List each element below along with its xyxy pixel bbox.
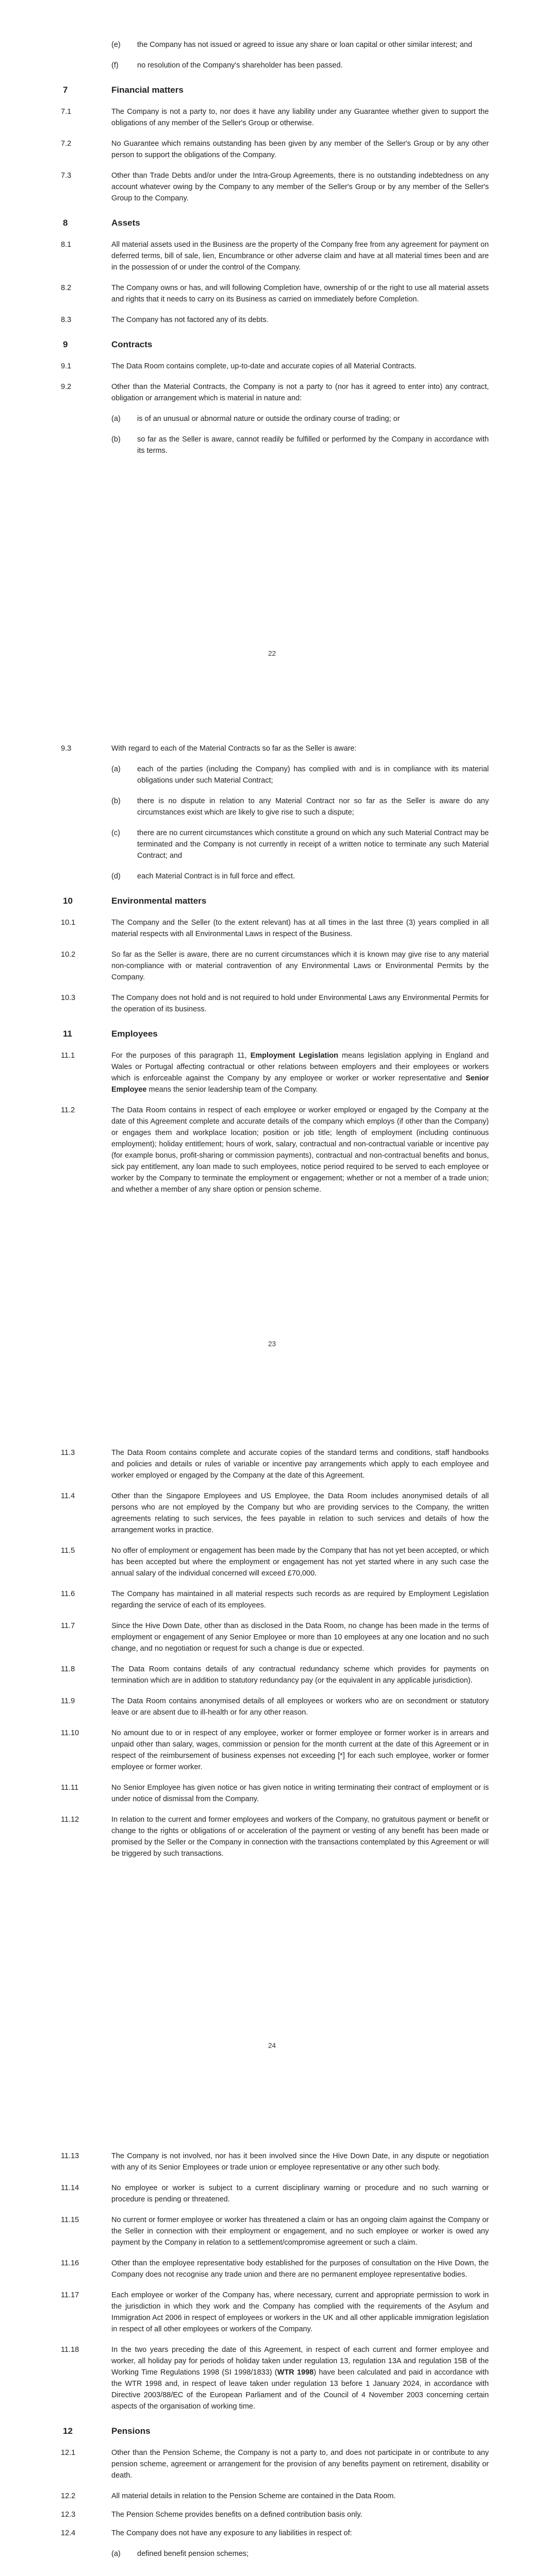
- clause-text: The Company has maintained in all material respects such records as are required by Employment Legislation regarding the service of each of its employees.: [111, 1590, 489, 1609]
- clause-number: 10.2: [61, 951, 76, 959]
- sub-letter: (a): [111, 2550, 121, 2558]
- section-heading-employees: [61, 1028, 489, 1040]
- clause-number: 7.2: [61, 140, 72, 148]
- clause-text: No employee or worker is subject to a current disciplinary warning or procedure and no such warning or procedure is pending or threatened.: [111, 2184, 489, 2204]
- sub-clause-d: [61, 871, 489, 882]
- clause-text: The Data Room contains complete and accurate copies of the standard terms and conditions, staff handbooks and policies and details or rules of variable or incentive pay arrangements which apply to each employee and worker employed or engaged by the Company at the date of this Agreement.: [111, 1449, 489, 1480]
- sub-clause-e: [61, 39, 489, 50]
- clause-11-18: [61, 2344, 489, 2412]
- section-title: Employees: [111, 1029, 158, 1039]
- sub-text: so far as the Seller is aware, cannot readily be fulfilled or performed by the Company in accordance with its terms.: [137, 435, 489, 455]
- clause-number: 8.1: [61, 241, 72, 249]
- clause-number: 11.3: [61, 1449, 75, 1457]
- page-body: [61, 39, 489, 466]
- document-page-22: [0, 0, 544, 689]
- clause-text: The Data Room contains details of any contractual redundancy scheme which provides for payments on termination which are in addition to statutory redundancy pay (or the equivalent in any applicable jurisdiction).: [111, 1665, 489, 1685]
- clause-text: Other than Trade Debts and/or under the Intra-Group Agreements, there is no outstanding indebtedness on any account whatever owing by the Company to any member of the Seller's Group or by any member of the Seller's Group to the Company.: [111, 172, 489, 202]
- page-body: [61, 743, 489, 1205]
- clause-number: 9.3: [61, 744, 72, 753]
- clause-8-3: [61, 314, 489, 326]
- clause-number: 11.1: [61, 1052, 75, 1060]
- clause-number: 11.4: [61, 1492, 75, 1500]
- clause-12-4: [61, 2528, 489, 2539]
- clause-number: 11.10: [61, 1729, 79, 1737]
- clause-11-15: [61, 2214, 489, 2248]
- clause-text: The Data Room contains in respect of each employee or worker employed or engaged by the Company at the date of this Agreement complete and accurate details of the company which employs (if other than the Company) or engages them and workplace location; position or job title; length of employment (including continuous employment); holiday entitlement; hours of work, salary, contractual and non-contractual variable or incentive pay (for example bonus, profit-sharing or commission payments), contractual and non-contractual benefits and bonus, sick pay entitlement, any loan made to such employees, notice period required to be served to each employee or worker by the Company to terminate the employment or engagement; whether or not a member of a trade union; and whether a member of any share option or pension scheme.: [111, 1106, 489, 1194]
- sub-letter: (f): [111, 61, 119, 70]
- section-title: Assets: [111, 218, 140, 228]
- clause-number: 11.7: [61, 1622, 75, 1630]
- clause-11-2: [61, 1105, 489, 1195]
- section-title: Contracts: [111, 340, 153, 349]
- clause-text: Since the Hive Down Date, other than as disclosed in the Data Room, no change has been made in the terms of employment or engagement of any Senior Employee or more than 10 employees at any one location and no such change, and no negotiation or request for such a change is due or expected.: [111, 1622, 489, 1653]
- clause-number: 11.13: [61, 2152, 79, 2160]
- clause-number: 10.3: [61, 994, 76, 1002]
- clause-10-2: [61, 949, 489, 983]
- clause-number: 12.3: [61, 2511, 76, 2519]
- clause-number: 8.3: [61, 316, 72, 324]
- clause-text: The Company has not factored any of its debts.: [111, 316, 269, 324]
- sub-clause-b: [61, 434, 489, 456]
- section-heading-financial-matters: [61, 84, 489, 96]
- clause-text: No current or former employee or worker has threatened a claim or has an ongoing claim against the Company or the Seller in connection with their employment or engagement, and no such employee or worker is owed any payment by the Company in relation to a settlement/compromise agreement or such a claim.: [111, 2216, 489, 2247]
- clause-text: Other than the employee representative body established for the purposes of consultation on the Hive Down, the Company does not recognise any trade union and there are no permanent employee representative bodies.: [111, 2259, 489, 2279]
- sub-text: is of an unusual or abnormal nature or outside the ordinary course of trading; or: [137, 415, 400, 423]
- clause-text: So far as the Seller is aware, there are no current circumstances which it is known may give rise to any material non-compliance with or material contravention of any Environmental Laws or Environmental Permits by the Company.: [111, 951, 489, 981]
- clause-text: No Senior Employee has given notice or has given notice in writing terminating their contract of employment or is under notice of dismissal from the Company.: [111, 1784, 489, 1803]
- sub-clause-a: [61, 764, 489, 786]
- section-number: 12: [63, 2426, 73, 2436]
- sub-clause-a: [61, 2548, 489, 2560]
- section-title: Environmental matters: [111, 896, 207, 906]
- clause-text: All material assets used in the Business are the property of the Company free from any agreement for payment on deferred terms, bill of sale, lien, Encumbrance or other adverse claim and have at all material times been and are in the possession of or under the control of the Company.: [111, 241, 489, 272]
- clause-text: The Company is not a party to, nor does it have any liability under any Guarantee whether given to support the obligations of any member of the Seller's Group or otherwise.: [111, 108, 489, 127]
- clause-text: The Company is not involved, nor has it been involved since the Hive Down Date, in any dispute or negotiation with any of its Senior Employees or trade union or employee representative or any other such body.: [111, 2152, 489, 2172]
- clause-text-part: means legislation applying in England and Wales or Portugal affecting contractual or other relations between employers and their employees or workers which is enforceable against the Company by any employee or worker or worker representative and: [111, 1052, 489, 1082]
- clause-text: No amount due to or in respect of any employee, worker or former employee or former worker is in arrears and unpaid other than salary, wages, commission or pension for the month current at the date of this Agreement or in respect of the reimbursement of business expenses not exceeding [*] for each such employee, worker or former employee or former worker.: [111, 1729, 489, 1771]
- defined-term-senior-employee: Senior Employee: [111, 1074, 489, 1094]
- clause-text-part: ) have been calculated and paid in accordance with the WTR 1998 and, in respect of leave taken under regulation 13 before 1 January 2024, in accordance with Directive 2003/88/EC of the European Parliament and of the Council of 4 November 2003 concerning certain aspects of the organisation of working time.: [111, 2368, 489, 2411]
- clause-11-5: [61, 1545, 489, 1579]
- clause-11-8: [61, 1664, 489, 1686]
- document-page-23: [0, 689, 544, 1393]
- clause-text: The Data Room contains complete, up-to-date and accurate copies of all Material Contracts.: [111, 362, 417, 370]
- clause-text: [111, 1050, 489, 1095]
- clause-number: 11.18: [61, 2346, 79, 2354]
- clause-text: Other than the Singapore Employees and US Employee, the Data Room includes anonymised details of all persons who are not employed by the Company but who are providing services to the Company, the written agreements relating to such services, the fees payable in relation to such services and details of how the arrangement works in practice.: [111, 1492, 489, 1534]
- clause-number: 12.2: [61, 2492, 76, 2500]
- clause-text: The Pension Scheme provides benefits on a defined contribution basis only.: [111, 2511, 362, 2519]
- sub-letter: (a): [111, 765, 121, 773]
- sub-letter: (d): [111, 872, 121, 880]
- clause-9-3: [61, 743, 489, 754]
- clause-11-6: [61, 1588, 489, 1611]
- clause-number: 12.1: [61, 2449, 76, 2457]
- sub-clause-b: [61, 795, 489, 818]
- clause-number: 9.2: [61, 383, 72, 391]
- clause-text: Other than the Material Contracts, the Company is not a party to (nor has it agreed to enter into) any contract, obligation or arrangement which is material in nature and:: [111, 383, 489, 402]
- section-number: 9: [63, 340, 68, 349]
- clause-text: No Guarantee which remains outstanding has been given by any member of the Seller's Group or by any other person to support the obligations of the Company.: [111, 140, 489, 159]
- clause-text: In relation to the current and former employees and workers of the Company, no gratuitous payment or benefit or change to the rights or obligations of or acceleration of the payment or vesting of any benefit has been made or promised by the Seller or the Company in connection with the transactions contemplated by this Agreement or will be triggered by such transactions.: [111, 1816, 489, 1858]
- clause-number: 12.4: [61, 2529, 76, 2537]
- page-body: [61, 1447, 489, 1869]
- clause-7-2: [61, 138, 489, 161]
- sub-text: there are no current circumstances which constitute a ground on which any such Material Contract may be terminated and the Company is not currently in receipt of a written notice to terminate any such Material Contract; and: [137, 829, 489, 860]
- clause-11-16: [61, 2258, 489, 2280]
- sub-letter: (b): [111, 435, 121, 444]
- clause-11-4: [61, 1490, 489, 1536]
- sub-text: each Material Contract is in full force and effect.: [137, 872, 295, 880]
- clause-number: 11.16: [61, 2259, 79, 2267]
- page-number: 24: [268, 2042, 276, 2049]
- sub-text: no resolution of the Company's shareholder has been passed.: [137, 61, 343, 70]
- clause-9-2: [61, 381, 489, 404]
- clause-11-12: [61, 1814, 489, 1859]
- sub-text: the Company has not issued or agreed to issue any share or loan capital or other similar interest; and: [137, 41, 472, 49]
- section-heading-contracts: [61, 339, 489, 350]
- clause-text: Other than the Pension Scheme, the Company is not a party to, and does not participate in or contribute to any pension scheme, agreement or arrangement for the provision of any benefits payment on retirement, disability or death.: [111, 2449, 489, 2480]
- clause-11-7: [61, 1620, 489, 1654]
- sub-letter: (a): [111, 415, 121, 423]
- clause-number: 11.5: [61, 1547, 75, 1555]
- sub-letter: (b): [111, 797, 121, 805]
- sub-clause-c: [61, 827, 489, 861]
- clause-11-10: [61, 1727, 489, 1773]
- section-heading-pensions: [61, 2426, 489, 2437]
- defined-term-employment-legislation: Employment Legislation: [250, 1052, 338, 1060]
- clause-number: 11.11: [61, 1784, 79, 1792]
- section-title: Financial matters: [111, 85, 184, 95]
- sub-letter: (c): [111, 829, 120, 837]
- clause-11-1: [61, 1050, 489, 1095]
- section-number: 11: [63, 1029, 72, 1039]
- clause-text: The Company does not hold and is not required to hold under Environmental Laws any Environmental Permits for the operation of its business.: [111, 994, 489, 1013]
- clause-text: The Data Room contains anonymised details of all employees or workers who are on secondment or statutory leave or are absent due to ill-health or for any other reason.: [111, 1697, 489, 1717]
- sub-text: there is no dispute in relation to any Material Contract nor so far as the Seller is aware do any circumstances exist which are likely to give rise to such a dispute;: [137, 797, 489, 817]
- page-number: 23: [268, 1340, 276, 1348]
- section-heading-assets: [61, 217, 489, 229]
- clause-11-13: [61, 2150, 489, 2173]
- section-title: Pensions: [111, 2426, 151, 2436]
- clause-text-part: means the senior leadership team of the Company.: [146, 1086, 318, 1094]
- clause-number: 11.8: [61, 1665, 75, 1673]
- clause-text: With regard to each of the Material Contracts so far as the Seller is aware:: [111, 744, 357, 753]
- clause-text: The Company does not have any exposure to any liabilities in respect of:: [111, 2529, 352, 2537]
- defined-term-wtr-1998: WTR 1998: [277, 2368, 314, 2377]
- clause-11-3: [61, 1447, 489, 1481]
- clause-11-17: [61, 2290, 489, 2335]
- clause-number: 11.12: [61, 1816, 79, 1824]
- document-page-24: [0, 1393, 544, 2096]
- clause-number: 10.1: [61, 919, 76, 927]
- clause-number: 11.17: [61, 2291, 79, 2299]
- clause-11-11: [61, 1782, 489, 1805]
- clause-text-part: In the two years preceding the date of this Agreement, in respect of each current and former employee and worker, all holiday pay for periods of holiday taken under regulation 13, regulation 13A and regulation 15B of the Working Time Regulations 1998 (SI 1998/1833) (: [111, 2346, 489, 2377]
- clause-10-1: [61, 917, 489, 940]
- sub-clause-f: [61, 60, 489, 71]
- clause-12-3: [61, 2509, 489, 2520]
- clause-10-3: [61, 992, 489, 1015]
- section-number: 8: [63, 218, 68, 228]
- page-body: [61, 2150, 489, 2569]
- clause-7-1: [61, 106, 489, 129]
- clause-number: 7.3: [61, 172, 72, 180]
- clause-number: 11.2: [61, 1106, 75, 1114]
- clause-text-part: For the purposes of this paragraph 11,: [111, 1052, 251, 1060]
- section-heading-environmental-matters: [61, 895, 489, 907]
- clause-number: 11.14: [61, 2184, 79, 2192]
- clause-number: 11.6: [61, 1590, 75, 1598]
- clause-11-14: [61, 2182, 489, 2205]
- clause-8-2: [61, 282, 489, 305]
- clause-text: No offer of employment or engagement has been made by the Company that has not yet been accepted, or which has been accepted but where the employment or engagement has not yet started where in any such case the annual salary of the individual concerned will exceed £70,000.: [111, 1547, 489, 1578]
- sub-text: each of the parties (including the Company) has complied with and is in compliance with its material obligations under such Material Contract;: [137, 765, 489, 785]
- sub-text: defined benefit pension schemes;: [137, 2550, 249, 2558]
- clause-8-1: [61, 239, 489, 273]
- clause-text: All material details in relation to the Pension Scheme are contained in the Data Room.: [111, 2492, 396, 2500]
- clause-12-2: [61, 2490, 489, 2502]
- clause-text: The Company and the Seller (to the extent relevant) has at all times in the last three (3) years complied in all material respects with all Environmental Laws in respect of the Business.: [111, 919, 489, 938]
- clause-12-1: [61, 2447, 489, 2481]
- clause-text: Each employee or worker of the Company has, where necessary, current and appropriate permission to work in the jurisdiction in which they work and the Company has complied with the requirements of the Asylum and Immigration Act 2006 in respect of employees or workers in the UK and all other applicable immigration legislation in respect of all other employees or workers of the Company.: [111, 2291, 489, 2333]
- clause-7-3: [61, 170, 489, 204]
- clause-number: 9.1: [61, 362, 72, 370]
- clause-text: [111, 2344, 489, 2412]
- section-number: 7: [63, 85, 68, 95]
- section-number: 10: [63, 896, 73, 906]
- clause-number: 11.15: [61, 2216, 79, 2224]
- sub-clause-a: [61, 413, 489, 425]
- clause-9-1: [61, 361, 489, 372]
- clause-text: The Company owns or has, and will following Completion have, ownership of or the right to use all material assets and rights that it needs to carry on its Business as carried on immediately before Completion.: [111, 284, 489, 303]
- clause-number: 11.9: [61, 1697, 75, 1705]
- document-page-25: [0, 2096, 544, 2576]
- clause-number: 8.2: [61, 284, 72, 292]
- sub-letter: (e): [111, 41, 121, 49]
- clause-number: 7.1: [61, 108, 72, 116]
- page-number: 22: [268, 650, 276, 657]
- clause-11-9: [61, 1696, 489, 1718]
